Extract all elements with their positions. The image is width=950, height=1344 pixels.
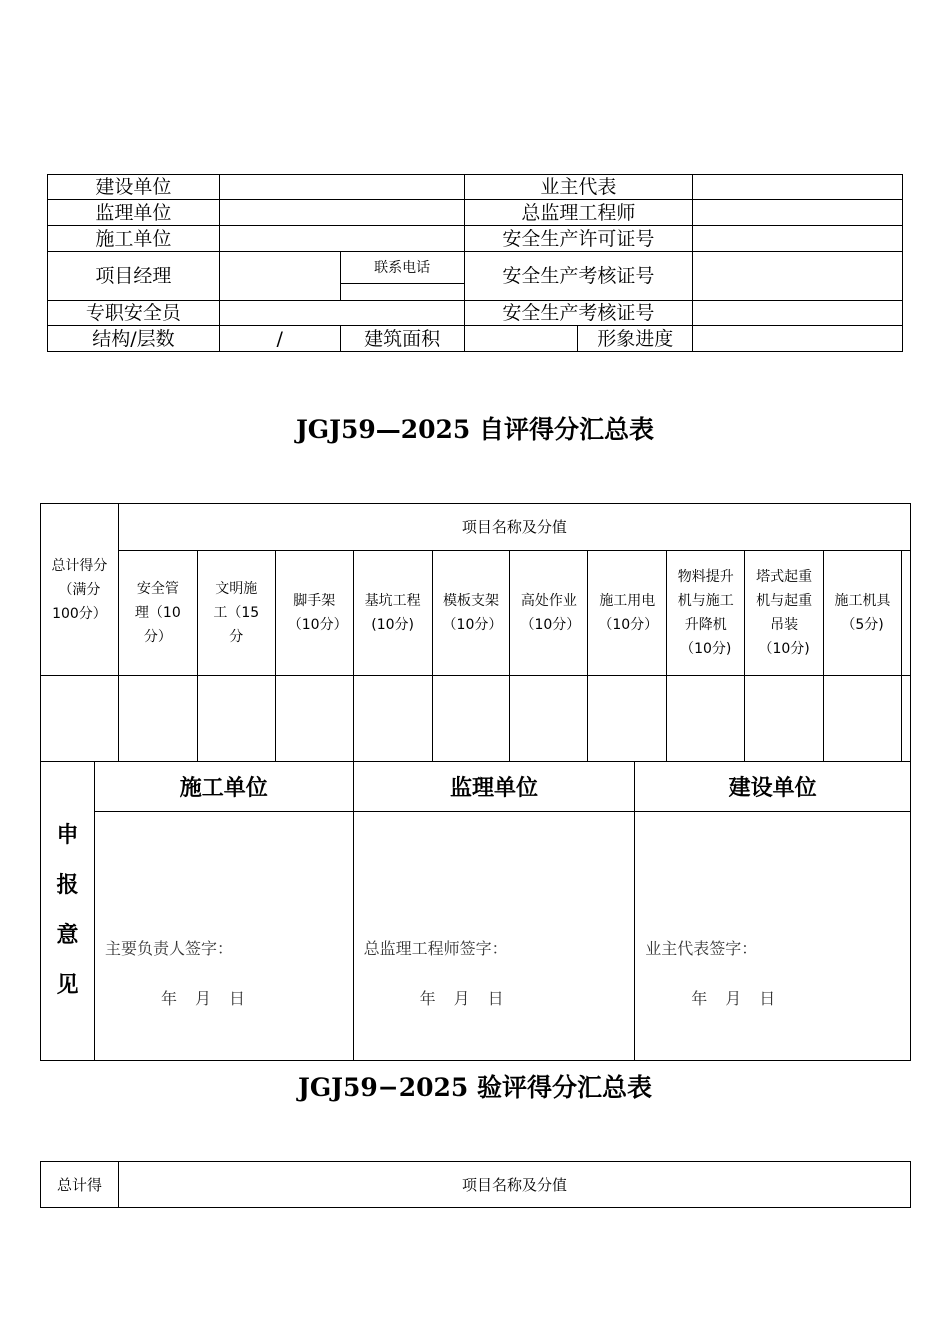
structure-floors-label: 结构/层数 (48, 326, 220, 352)
safety-officer-label: 专职安全员 (48, 301, 220, 326)
score-civilized-construction[interactable] (197, 676, 275, 762)
score-spacer (901, 551, 910, 676)
verify-eval-title: JGJ59−2025 验评得分汇总表 (297, 1073, 653, 1102)
side-char-1: 申 (56, 823, 79, 848)
supervision-unit-label: 监理单位 (48, 200, 220, 226)
contractor-unit-value[interactable] (219, 226, 464, 252)
safety-assessment-label-1: 安全生产考核证号 (464, 252, 693, 301)
verify-total-label: 总计得 (41, 1162, 119, 1208)
owner-rep-value[interactable] (693, 175, 903, 200)
chief-supervisor-label: 总监理工程师 (464, 200, 693, 226)
total-score-label (41, 504, 119, 676)
contact-phone-value[interactable] (340, 284, 464, 301)
safety-assessment-label-2: 安全生产考核证号 (464, 301, 693, 326)
score-foundation-pit[interactable] (353, 676, 432, 762)
self-eval-title: JGJ59—2025 自评得分汇总表 (295, 415, 655, 444)
building-area-label: 建筑面积 (340, 326, 464, 352)
verify-items-header: 项目名称及分值 (118, 1162, 910, 1208)
safety-license-label: 安全生产许可证号 (464, 226, 693, 252)
owner-signature-cell[interactable] (635, 812, 911, 1061)
score-tower-crane[interactable] (745, 676, 824, 762)
score-formwork[interactable] (432, 676, 510, 762)
structure-floors-value: / (219, 326, 340, 352)
owner-rep-label: 业主代表 (464, 175, 693, 200)
construction-unit-value[interactable] (219, 175, 464, 200)
project-manager-value[interactable] (219, 252, 340, 301)
item-scaffolding: 脚手架（10分） (275, 551, 353, 676)
progress-label: 形象进度 (578, 326, 693, 352)
contractor-signature-cell[interactable] (94, 812, 353, 1061)
party-owner-header: 建设单位 (635, 762, 911, 812)
party-contractor-header: 施工单位 (94, 762, 353, 812)
item-hoist: 物料提升机与施工升降机（10分) (667, 551, 745, 676)
safety-license-value[interactable] (693, 226, 903, 252)
contractor-date-label: 年 月 日 (160, 989, 246, 1008)
item-temporary-electricity: 施工用电（10分） (588, 551, 667, 676)
supervision-unit-value[interactable] (219, 200, 464, 226)
safety-officer-value[interactable] (219, 301, 464, 326)
opinion-table (40, 761, 911, 1061)
item-work-at-height: 高处作业（10分） (510, 551, 588, 676)
report-opinion-label (41, 762, 95, 1061)
construction-unit-label: 建设单位 (48, 175, 220, 200)
items-header: 项目名称及分值 (118, 504, 910, 551)
safety-assessment-value-1[interactable] (693, 252, 903, 301)
item-foundation-pit: 基坑工程(10分) (353, 551, 432, 676)
score-safety-management[interactable] (118, 676, 197, 762)
side-char-3: 意 (56, 923, 79, 948)
total-score-text: 总计得分（满分100分） (51, 557, 108, 622)
score-table (40, 503, 911, 762)
supervisor-date-label: 年 月 日 (419, 989, 505, 1008)
chief-supervisor-value[interactable] (693, 200, 903, 226)
item-construction-tools: 施工机具（5分) (824, 551, 902, 676)
score-construction-tools[interactable] (824, 676, 902, 762)
total-score-value[interactable] (41, 676, 119, 762)
score-spacer-cell (901, 676, 910, 762)
side-char-2: 报 (56, 873, 79, 898)
project-info-table (47, 174, 903, 352)
contractor-sign-label: 主要负责人签字： (104, 939, 233, 958)
item-tower-crane: 塔式起重机与起重吊装（10分) (745, 551, 824, 676)
owner-sign-label: 业主代表签字： (645, 939, 758, 958)
verify-score-table (40, 1161, 911, 1208)
side-char-4: 见 (56, 973, 79, 998)
score-scaffolding[interactable] (275, 676, 353, 762)
owner-date-label: 年 月 日 (691, 989, 777, 1008)
score-work-at-height[interactable] (510, 676, 588, 762)
project-manager-label: 项目经理 (48, 252, 220, 301)
safety-assessment-value-2[interactable] (693, 301, 903, 326)
supervisor-sign-label: 总监理工程师签字： (363, 939, 508, 958)
contractor-unit-label: 施工单位 (48, 226, 220, 252)
item-civilized-construction: 文明施工（15分 (197, 551, 275, 676)
score-temporary-electricity[interactable] (588, 676, 667, 762)
supervisor-signature-cell[interactable] (353, 812, 635, 1061)
score-hoist[interactable] (667, 676, 745, 762)
building-area-value[interactable] (464, 326, 578, 352)
item-safety-management: 安全管理（10分） (118, 551, 197, 676)
contact-phone-label: 联系电话 (340, 252, 464, 284)
item-formwork: 模板支架（10分） (432, 551, 510, 676)
progress-value[interactable] (693, 326, 903, 352)
party-supervisor-header: 监理单位 (353, 762, 635, 812)
